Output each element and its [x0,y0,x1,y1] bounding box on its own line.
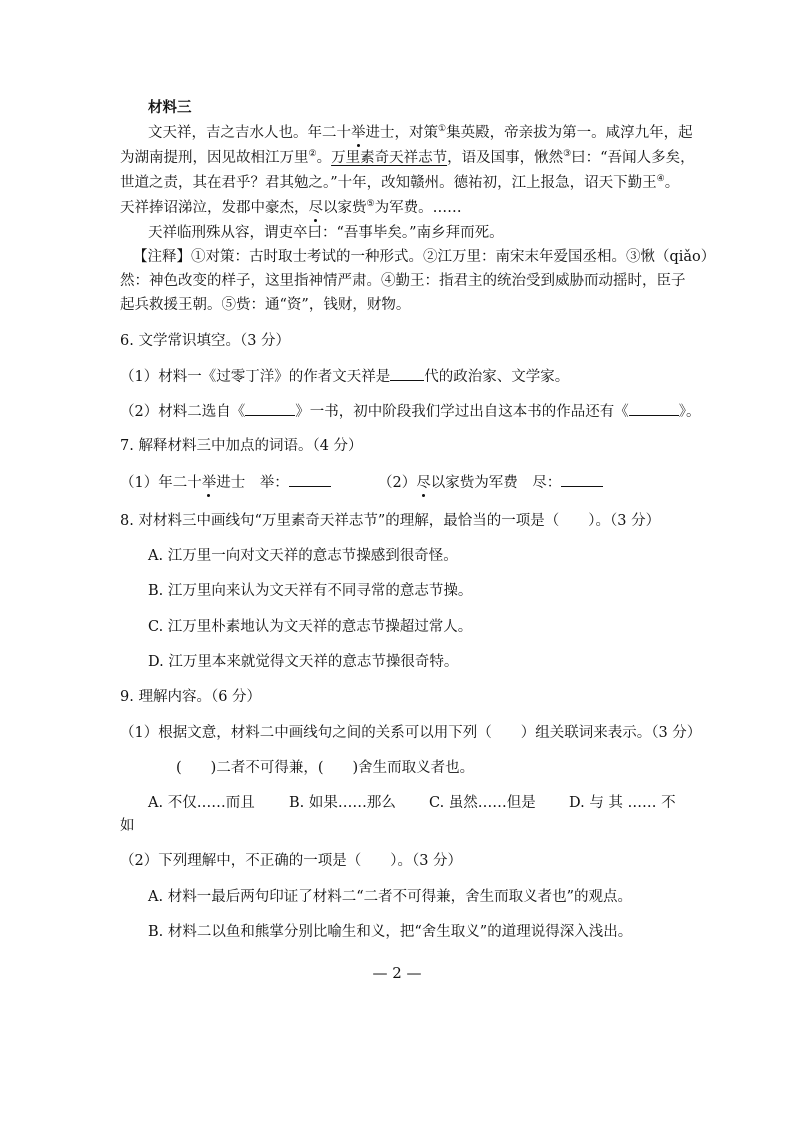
text: 为湖南提刑，因见故相江万里 [120,150,309,166]
dotted-char-ju: 举 [201,475,217,491]
q9-item-2-option-b[interactable]: B. 材料二以鱼和熊掌分别比喻生和义，把“舍生取义”的道理说得深入浅出。 [148,924,633,940]
dotted-char-ju: 举 [351,125,366,141]
material3-line-2 [120,148,695,168]
text: 世道之责，其在君乎？君其勉之。”十年，改知赣州。德祐初，江上报急，诏天下勤王 [120,175,657,191]
q9-item-1: （1）根据文意，材料二中画线句之间的关系可以用下列（ ）组关联词来表示。（3 分） [120,725,702,741]
q8-option-a[interactable]: A. 江万里一向对文天祥的意志节操感到很奇怪。 [148,548,458,564]
text: 代的政治家、文学家。 [424,369,570,385]
q9-heading: 9. 理解内容。（6 分） [120,689,262,705]
material3-line-4 [120,198,462,218]
underlined-sentence: 万里素奇天祥志节 [331,150,448,166]
footnote-2: ② [308,149,317,160]
text: （2） [378,475,417,491]
text: 。 [664,175,680,191]
q9-option-b[interactable]: B. 如果……那么 [289,795,396,811]
footnote-4: ④ [656,174,665,185]
notes-line-1: 【注释】①对策：古时取士考试的一种形式。②江万里：南宋末年爱国丞相。③愀（qiǎo） [133,249,716,265]
q9-option-d[interactable]: D. 与 其 …… 不 [569,795,676,811]
text: ，语及国事，愀然 [447,150,564,166]
answer-blank[interactable] [289,472,331,487]
q8-option-c[interactable]: C. 江万里朴素地认为文天祥的意志节操超过常人。 [148,619,473,635]
text: 以家赀为军费 尽： [430,475,562,491]
q9-item-2-option-a[interactable]: A. 材料一最后两句印证了材料二“二者不可得兼，舍生而取义者也”的观点。 [148,889,633,905]
text: 曰：“吾闻人多矣， [571,150,695,166]
text: 。 [316,150,332,166]
dotted-char-jin: 尽 [308,200,323,216]
text: 集英殿，帝亲拔为第一。咸淳九年，起 [446,125,693,141]
q8-heading: 8. 对材料三中画线句“万里素奇天祥志节”的理解，最恰当的一项是（ ）。（3 分） [120,513,661,529]
answer-blank[interactable] [561,472,603,487]
page-number: — 2 — [372,964,422,982]
material3-title: 材料三 [148,99,192,116]
footnote-3: ③ [563,149,572,160]
text: （1）年二十 [120,475,202,491]
dotted-char-jin: 尽 [416,475,431,491]
q8-option-b[interactable]: B. 江万里向来认为文天祥有不同寻常的意志节操。 [148,583,473,599]
notes-line-3: 起兵救援王朝。⑤赀：通“资”，钱财，财物。 [120,297,411,313]
notes-line-2: 然：神色改变的样子，这里指神情严肃。④勤王：指君主的统治受到威胁而动摇时，臣子 [120,273,686,289]
text: 为军费。…… [374,200,462,216]
text: 进士 举： [216,475,289,491]
text: 进士，对策 [365,125,438,141]
q8-option-d[interactable]: D. 江万里本来就觉得文天祥的意志节操很奇特。 [148,654,459,670]
q6-heading: 6. 文学常识填空。（3 分） [120,333,291,349]
footnote-5: ⑤ [366,199,375,210]
answer-blank[interactable] [245,401,295,416]
q9-option-c[interactable]: C. 虽然……但是 [429,795,536,811]
q6-item-2 [120,401,700,422]
q9-fill-sentence: ( )二者不可得兼，( )舍生而取义者也。 [176,760,475,776]
q7-item-1 [120,472,331,493]
material3-paragraph-2: 天祥临刑殊从容，谓吏卒曰：“吾事毕矣。”南乡拜而死。 [148,225,504,241]
text: 天祥捧诏涕泣，发郡中豪杰， [120,200,309,216]
answer-blank[interactable] [629,401,679,416]
text: 》一书，初中阶段我们学过出自这本书的作品还有《 [295,404,629,420]
text: （2）材料二选自《 [120,404,246,420]
q9-item-2: （2）下列理解中，不正确的一项是（ ）。（3 分） [120,853,463,869]
q7-item-2 [378,472,603,493]
text: （1）材料一《过零丁洋》的作者文天祥是 [120,369,391,385]
material3-line-3 [120,173,679,193]
text: 》。 [678,404,701,420]
text: 以家赀 [323,200,367,216]
answer-blank[interactable] [390,366,424,381]
q7-heading: 7. 解释材料三中加点的词语。（4 分） [120,438,363,454]
text: 文天祥，吉之吉水人也。年二十 [148,125,351,141]
material3-line-1 [148,123,693,143]
q9-option-a[interactable]: A. 不仅……而且 [148,795,255,811]
footnote-1: ① [438,124,447,135]
q9-option-d-continued: 如 [120,818,135,834]
q6-item-1 [120,366,569,387]
